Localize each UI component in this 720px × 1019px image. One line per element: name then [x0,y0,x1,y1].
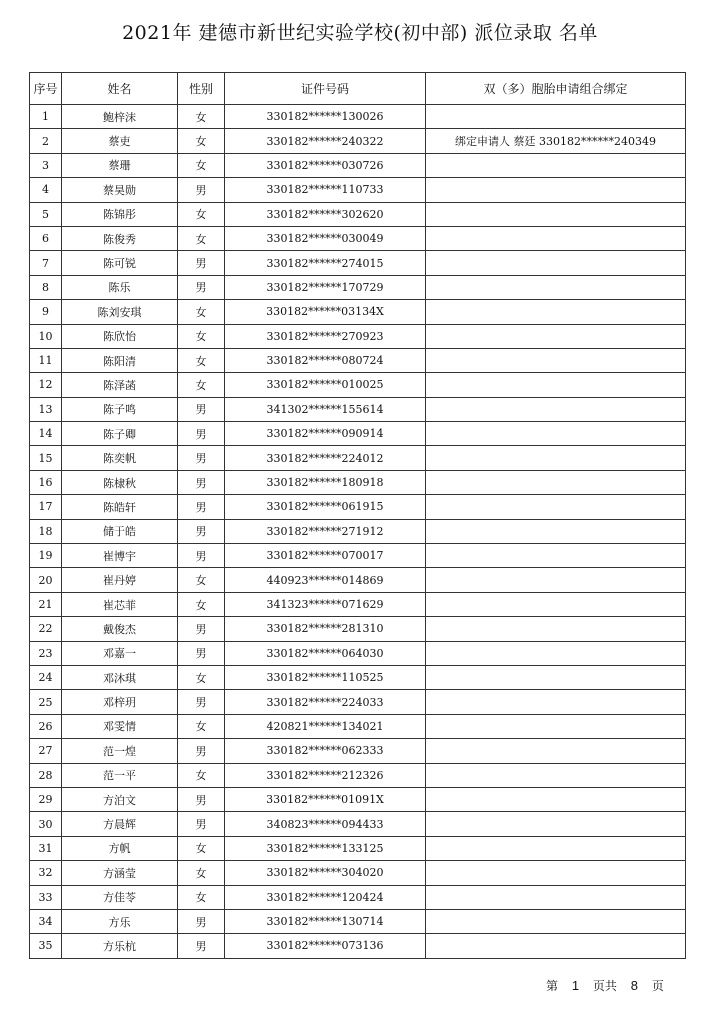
cell-id-number: 330182******073136 [225,934,426,958]
table-row [30,178,686,202]
cell-id-number: 330182******281310 [225,617,426,641]
cell-name: 鲍梓沫 [62,105,178,129]
footer-page-number: 1 [571,978,580,993]
cell-twin-binding [426,397,686,421]
cell-id-number: 341302******155614 [225,397,426,421]
table-row [30,397,686,421]
header-name: 姓名 [62,73,178,105]
table-header-row [30,73,686,105]
cell-id-number: 341323******071629 [225,592,426,616]
cell-gender: 女 [178,885,225,909]
cell-id-number: 420821******134021 [225,714,426,738]
table-row [30,934,686,958]
cell-gender: 男 [178,519,225,543]
cell-name: 邓雯情 [62,714,178,738]
header-id-number: 证件号码 [225,73,426,105]
cell-index: 18 [30,519,62,543]
table-row [30,763,686,787]
cell-gender: 女 [178,714,225,738]
cell-name: 崔芯菲 [62,592,178,616]
table-row [30,324,686,348]
table-row [30,153,686,177]
cell-name: 蔡吏 [62,129,178,153]
cell-twin-binding [426,348,686,372]
cell-twin-binding [426,909,686,933]
cell-name: 陈乐 [62,275,178,299]
cell-name: 方泊文 [62,787,178,811]
cell-index: 26 [30,714,62,738]
cell-gender: 女 [178,861,225,885]
cell-twin-binding [426,446,686,470]
cell-name: 陈泽菡 [62,373,178,397]
table-row [30,251,686,275]
cell-gender: 男 [178,178,225,202]
table-row [30,861,686,885]
cell-index: 5 [30,202,62,226]
cell-gender: 女 [178,105,225,129]
cell-name: 陈锦彤 [62,202,178,226]
cell-name: 陈阳清 [62,348,178,372]
table-row [30,422,686,446]
footer-prefix: 第 [546,979,559,993]
cell-twin-binding [426,861,686,885]
cell-id-number: 330182******010025 [225,373,426,397]
cell-twin-binding [426,373,686,397]
cell-gender: 女 [178,665,225,689]
cell-index: 12 [30,373,62,397]
cell-name: 戴俊杰 [62,617,178,641]
table-row [30,568,686,592]
cell-index: 13 [30,397,62,421]
cell-twin-binding [426,275,686,299]
table-row [30,226,686,250]
table-row [30,129,686,153]
table-row [30,300,686,324]
cell-name: 陈刘安琪 [62,300,178,324]
cell-id-number: 330182******274015 [225,251,426,275]
cell-gender: 男 [178,909,225,933]
cell-index: 25 [30,690,62,714]
cell-index: 24 [30,665,62,689]
table-row [30,641,686,665]
table-row [30,665,686,689]
cell-gender: 男 [178,495,225,519]
cell-id-number: 330182******061915 [225,495,426,519]
cell-id-number: 330182******062333 [225,739,426,763]
cell-id-number: 330182******01091X [225,787,426,811]
cell-index: 34 [30,909,62,933]
cell-name: 方乐杭 [62,934,178,958]
cell-twin-binding: 绑定申请人 蔡廷 330182******240349 [426,129,686,153]
table-row [30,519,686,543]
table-row [30,470,686,494]
cell-name: 邓沐琪 [62,665,178,689]
page-title: 2021年 建德市新世纪实验学校(初中部) 派位录取 名单 [122,22,598,44]
cell-gender: 男 [178,787,225,811]
cell-gender: 女 [178,226,225,250]
cell-gender: 女 [178,836,225,860]
table-row [30,787,686,811]
table-row [30,373,686,397]
cell-name: 陈棣秋 [62,470,178,494]
table-row [30,909,686,933]
cell-twin-binding [426,714,686,738]
cell-id-number: 330182******110525 [225,665,426,689]
cell-name: 方晨辉 [62,812,178,836]
cell-name: 崔博宇 [62,544,178,568]
cell-index: 16 [30,470,62,494]
cell-name: 陈俊秀 [62,226,178,250]
cell-twin-binding [426,495,686,519]
cell-name: 蔡珊 [62,153,178,177]
cell-gender: 男 [178,544,225,568]
footer-suffix: 页 [651,979,664,993]
table-row [30,714,686,738]
cell-twin-binding [426,226,686,250]
cell-id-number: 330182******080724 [225,348,426,372]
cell-name: 方涵莹 [62,861,178,885]
table-row [30,446,686,470]
cell-id-number: 330182******271912 [225,519,426,543]
cell-index: 11 [30,348,62,372]
cell-id-number: 330182******224012 [225,446,426,470]
footer-total-pages: 8 [630,978,638,993]
header-twin-binding: 双（多）胞胎申请组合绑定 [426,73,686,105]
cell-index: 8 [30,275,62,299]
table-body [30,105,686,959]
cell-twin-binding [426,665,686,689]
cell-gender: 男 [178,812,225,836]
cell-id-number: 330182******070017 [225,544,426,568]
cell-gender: 男 [178,617,225,641]
cell-gender: 男 [178,397,225,421]
cell-gender: 男 [178,251,225,275]
cell-gender: 女 [178,592,225,616]
admission-list-table [29,72,686,959]
cell-index: 22 [30,617,62,641]
cell-twin-binding [426,690,686,714]
cell-id-number: 330182******224033 [225,690,426,714]
cell-gender: 男 [178,641,225,665]
cell-twin-binding [426,617,686,641]
cell-index: 31 [30,836,62,860]
cell-name: 方乐 [62,909,178,933]
header-index: 序号 [30,73,62,105]
cell-id-number: 330182******030726 [225,153,426,177]
cell-twin-binding [426,251,686,275]
cell-gender: 男 [178,422,225,446]
cell-index: 29 [30,787,62,811]
cell-id-number: 330182******133125 [225,836,426,860]
cell-id-number: 330182******180918 [225,470,426,494]
cell-twin-binding [426,739,686,763]
table-row [30,812,686,836]
cell-id-number: 330182******130714 [225,909,426,933]
cell-twin-binding [426,934,686,958]
cell-gender: 男 [178,739,225,763]
cell-name: 邓嘉一 [62,641,178,665]
cell-gender: 女 [178,153,225,177]
cell-twin-binding [426,153,686,177]
cell-index: 15 [30,446,62,470]
cell-index: 20 [30,568,62,592]
cell-index: 6 [30,226,62,250]
cell-gender: 女 [178,373,225,397]
cell-name: 陈子卿 [62,422,178,446]
cell-twin-binding [426,763,686,787]
cell-name: 崔丹婷 [62,568,178,592]
page-footer [546,977,664,994]
cell-index: 9 [30,300,62,324]
cell-twin-binding [426,885,686,909]
cell-twin-binding [426,812,686,836]
cell-id-number: 330182******03134X [225,300,426,324]
cell-twin-binding [426,787,686,811]
cell-index: 23 [30,641,62,665]
cell-id-number: 340823******094433 [225,812,426,836]
table-row [30,592,686,616]
cell-index: 33 [30,885,62,909]
cell-id-number: 330182******170729 [225,275,426,299]
cell-gender: 女 [178,300,225,324]
cell-index: 17 [30,495,62,519]
table-row [30,202,686,226]
cell-name: 陈奕帆 [62,446,178,470]
cell-id-number: 330182******130026 [225,105,426,129]
cell-index: 19 [30,544,62,568]
cell-twin-binding [426,178,686,202]
table-row [30,617,686,641]
cell-gender: 男 [178,690,225,714]
cell-index: 2 [30,129,62,153]
cell-index: 30 [30,812,62,836]
cell-name: 范一平 [62,763,178,787]
cell-gender: 女 [178,348,225,372]
cell-gender: 男 [178,470,225,494]
cell-index: 4 [30,178,62,202]
cell-gender: 女 [178,568,225,592]
cell-twin-binding [426,836,686,860]
cell-id-number: 330182******120424 [225,885,426,909]
cell-index: 10 [30,324,62,348]
cell-id-number: 330182******302620 [225,202,426,226]
cell-name: 方佳苓 [62,885,178,909]
cell-name: 陈可锐 [62,251,178,275]
cell-id-number: 330182******304020 [225,861,426,885]
cell-twin-binding [426,470,686,494]
cell-name: 蔡昊勋 [62,178,178,202]
cell-gender: 男 [178,446,225,470]
table-row [30,690,686,714]
cell-name: 方帆 [62,836,178,860]
cell-index: 14 [30,422,62,446]
cell-gender: 女 [178,763,225,787]
cell-gender: 女 [178,202,225,226]
cell-gender: 男 [178,275,225,299]
cell-index: 7 [30,251,62,275]
cell-index: 35 [30,934,62,958]
cell-twin-binding [426,105,686,129]
cell-index: 28 [30,763,62,787]
cell-name: 范一煌 [62,739,178,763]
cell-twin-binding [426,641,686,665]
cell-id-number: 330182******110733 [225,178,426,202]
table-row [30,348,686,372]
cell-index: 3 [30,153,62,177]
cell-name: 陈欣怡 [62,324,178,348]
cell-name: 邓梓玥 [62,690,178,714]
cell-name: 储于皓 [62,519,178,543]
table-row [30,275,686,299]
cell-index: 1 [30,105,62,129]
cell-name: 陈子鸣 [62,397,178,421]
table-row [30,495,686,519]
table-row [30,105,686,129]
cell-twin-binding [426,592,686,616]
cell-id-number: 330182******030049 [225,226,426,250]
cell-gender: 女 [178,129,225,153]
cell-twin-binding [426,202,686,226]
cell-index: 32 [30,861,62,885]
cell-id-number: 330182******270923 [225,324,426,348]
header-gender: 性别 [178,73,225,105]
cell-id-number: 330182******090914 [225,422,426,446]
footer-middle: 页共 [592,979,617,993]
cell-index: 27 [30,739,62,763]
cell-index: 21 [30,592,62,616]
cell-twin-binding [426,544,686,568]
cell-name: 陈皓轩 [62,495,178,519]
cell-gender: 女 [178,324,225,348]
cell-twin-binding [426,422,686,446]
table-row [30,885,686,909]
cell-twin-binding [426,324,686,348]
cell-twin-binding [426,300,686,324]
cell-id-number: 440923******014869 [225,568,426,592]
cell-id-number: 330182******240322 [225,129,426,153]
cell-id-number: 330182******212326 [225,763,426,787]
cell-twin-binding [426,568,686,592]
cell-twin-binding [426,519,686,543]
table-row [30,836,686,860]
table-row [30,544,686,568]
cell-gender: 男 [178,934,225,958]
cell-id-number: 330182******064030 [225,641,426,665]
table-row [30,739,686,763]
